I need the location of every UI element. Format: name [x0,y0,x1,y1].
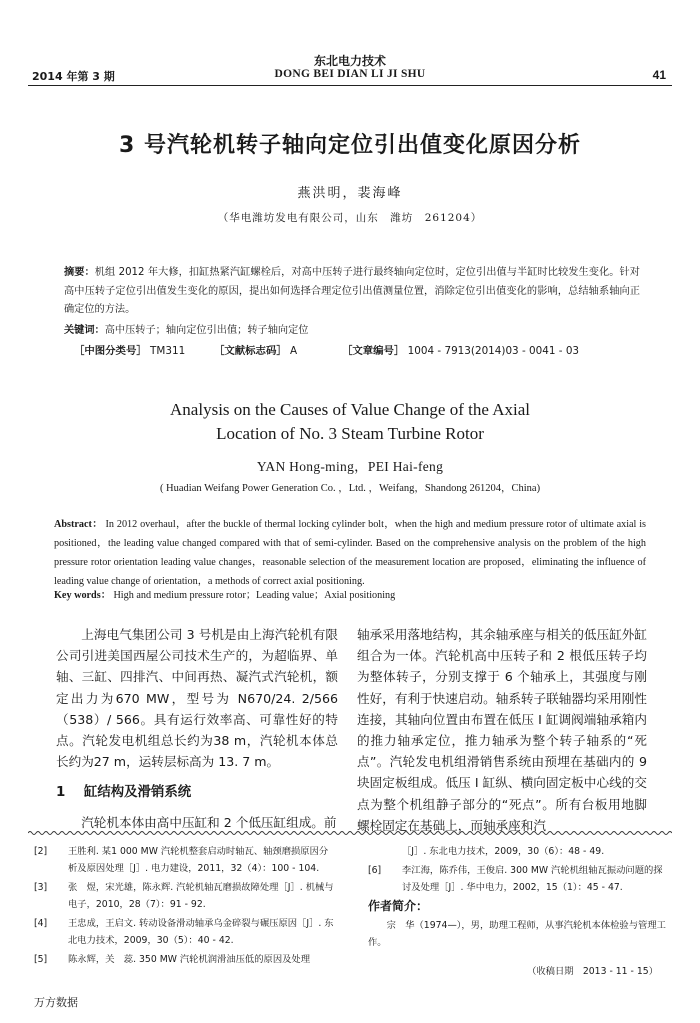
reference-number: [5] [34,954,48,965]
reference-number: [4] [34,918,48,929]
clc-value: TM311 [150,345,186,357]
body-paragraph: 上海电气集团公司 3 号机是由上海汽轮机有限公司引进美国西屋公司技术生产的，为超临界、单轴、三缸、四排汽、中间再热、凝汽式汽轮机，额定出力为670 MW，型号为 N670/24. 2/566（538）/ 566。具有运行效率高、可靠性好的特点。汽轮发电机组总长约为38 m，汽轮机本体总长约为27 m，运转层标高为 13. 7 m。 [56,627,338,770]
reference-number: [3] [34,882,48,893]
journal-name-zh: 东北电力技术 [313,54,386,68]
reference-continuation: ［J］. 东北电力技术，2009，30（6）：48 - 49. [402,846,605,857]
issue-label: 2014 年第 3 期 [32,70,115,83]
body-left-column [56,624,338,833]
article-no-label: ［文章编号］ [342,345,405,357]
section-title: 缸结构及滑销系统 [84,785,192,801]
body-paragraph: 汽轮机本体由高中压缸和 2 个低压缸组成。前 [81,814,337,830]
title-en-line1: Analysis on the Causes of Value Change of the Axial [170,400,530,419]
reference-text: 王忠成，王启文. 转动设备滑动轴承乌金碎裂与碾压原因［J］. 东北电力技术，2009，30（5）：40 - 42. [68,918,334,946]
reference-number: [2] [34,846,48,857]
abstract-en [54,515,646,591]
keywords-zh-text: 高中压转子；轴向定位引出值；转子轴向定位 [104,325,309,336]
body-right-column [357,624,647,836]
abstract-zh-label: 摘要： [64,267,95,278]
reference-number: [6] [368,865,382,876]
article-no-value: 1004 - 7913(2014)03 - 0041 - 03 [407,345,580,357]
reference-item [368,862,668,896]
wavy-separator [28,830,672,836]
reference-item [34,843,334,877]
journal-name-en: DONG BEI DIAN LI JI SHU [274,68,426,80]
authors-en: YAN Hong-ming，PEI Hai-feng [256,459,444,474]
keywords-en [54,586,646,605]
keywords-en-label: Key words： [54,590,111,601]
reference-item [34,879,334,913]
reference-text: 陈永辉，关 蕊. 350 MW 汽轮机润滑油压低的原因及处理 [68,954,311,965]
body-paragraph: 轴承采用落地结构，其余轴承座与相关的低压缸外缸组合为一体。汽轮机高中压转子和 2 根低压转子均为整体转子，分别支撑于 6 个轴承上，其强度与刚性好，有利于快速启动。轴系转子联轴器均采用刚性连接，其轴向位置由布置在低压 I 缸调阀端轴承箱内的推力轴承定位，推力轴承为整个转子轴系的“死点”。汽轮发电机组滑销售系统由预埋在基础内的 9 块固定板组成。低压 I 缸纵、横向固定板中心线的交点为整个机组静子部分的“死点”。所有台板用地脚螺栓固定在基础上，而轴承座和汽 [357,627,647,833]
reference-text: 王胜利. 某1 000 MW 汽轮机整套启动时轴瓦、轴颈磨损原因分析及原因处理［J］. 电力建设，2011，32（4）：100 - 104. [68,846,329,874]
author-intro-heading: 作者简介： [368,899,429,913]
references-left [34,843,334,970]
title-zh: 3 号汽轮机转子轴向定位引出值变化原因分析 [119,133,581,158]
references-right [368,843,668,980]
title-en [0,398,700,446]
reference-item [34,951,334,968]
keywords-en-text: High and medium pressure rotor；Leading value；Axial positioning [113,590,396,601]
section-heading [56,782,338,803]
title-en-line2: Location of No. 3 Steam Turbine Rotor [216,424,484,443]
doc-code-value: A [290,345,298,357]
affiliation-en: ( Huadian Weifang Power Generation Co. ，Ltd. ，Weifang，Shandong 261204，China) [159,483,541,494]
footer-watermark: 万方数据 [34,996,78,1009]
authors-zh: 燕洪明，裴海峰 [297,186,403,201]
keywords-zh [64,322,640,341]
author-intro-text: 宗 华（1974—），男，助理工程师，从事汽轮机本体检验与管理工作。 [368,920,666,948]
section-number: 1 [56,785,66,801]
page-number: 41 [652,68,666,82]
abstract-zh [64,264,640,320]
reference-text: 李江海，陈乔伟，王俊启. 300 MW 汽轮机组轴瓦振动问题的探讨及处理［J］. 华中电力，2002，15（1）：45 - 47. [402,865,663,893]
abstract-en-text: In 2012 overhaul，after the buckle of thermal locking cylinder bolt，when the high and medium pressure rotor of ultimate axial is positioned，the leading value changed compared with that of semi-cylinder. Based on the comprehensive analysis on the problem of the high pressure rotor orientation leading value changes，reasonable selection of the measurement location are proposed，eliminating the influence of leading value change of orientation，a methods of correct axial positioning. [54,519,647,587]
header-rule [28,85,672,86]
keywords-zh-label: 关键词： [64,325,105,336]
clc-label: ［中图分类号］ [74,345,147,357]
received-date: （收稿日期 2013 - 11 - 15） [527,966,658,977]
affiliation-zh: （华电潍坊发电有限公司，山东 潍坊 261204） [217,212,483,224]
reference-item [34,915,334,949]
reference-text: 张 煜，宋光雄，陈永辉. 汽轮机轴瓦磨损故障处理［J］. 机械与电子，2010，28（7）：91 - 92. [68,882,334,910]
abstract-zh-text: 机组 2012 年大修，扣缸热紧汽缸螺栓后，对高中压转子进行最终轴向定位时，定位引出值与半缸时比较发生变化。针对高中压转子定位引出值发生变化的原因，提出如何选择合理定位引出值测量位置，消除定位引出值变化的影响，总结轴系轴向正确定位的方法。 [64,267,640,315]
abstract-en-label: Abstract： [54,519,103,530]
doc-code-label: ［文献标志码］ [214,345,287,357]
